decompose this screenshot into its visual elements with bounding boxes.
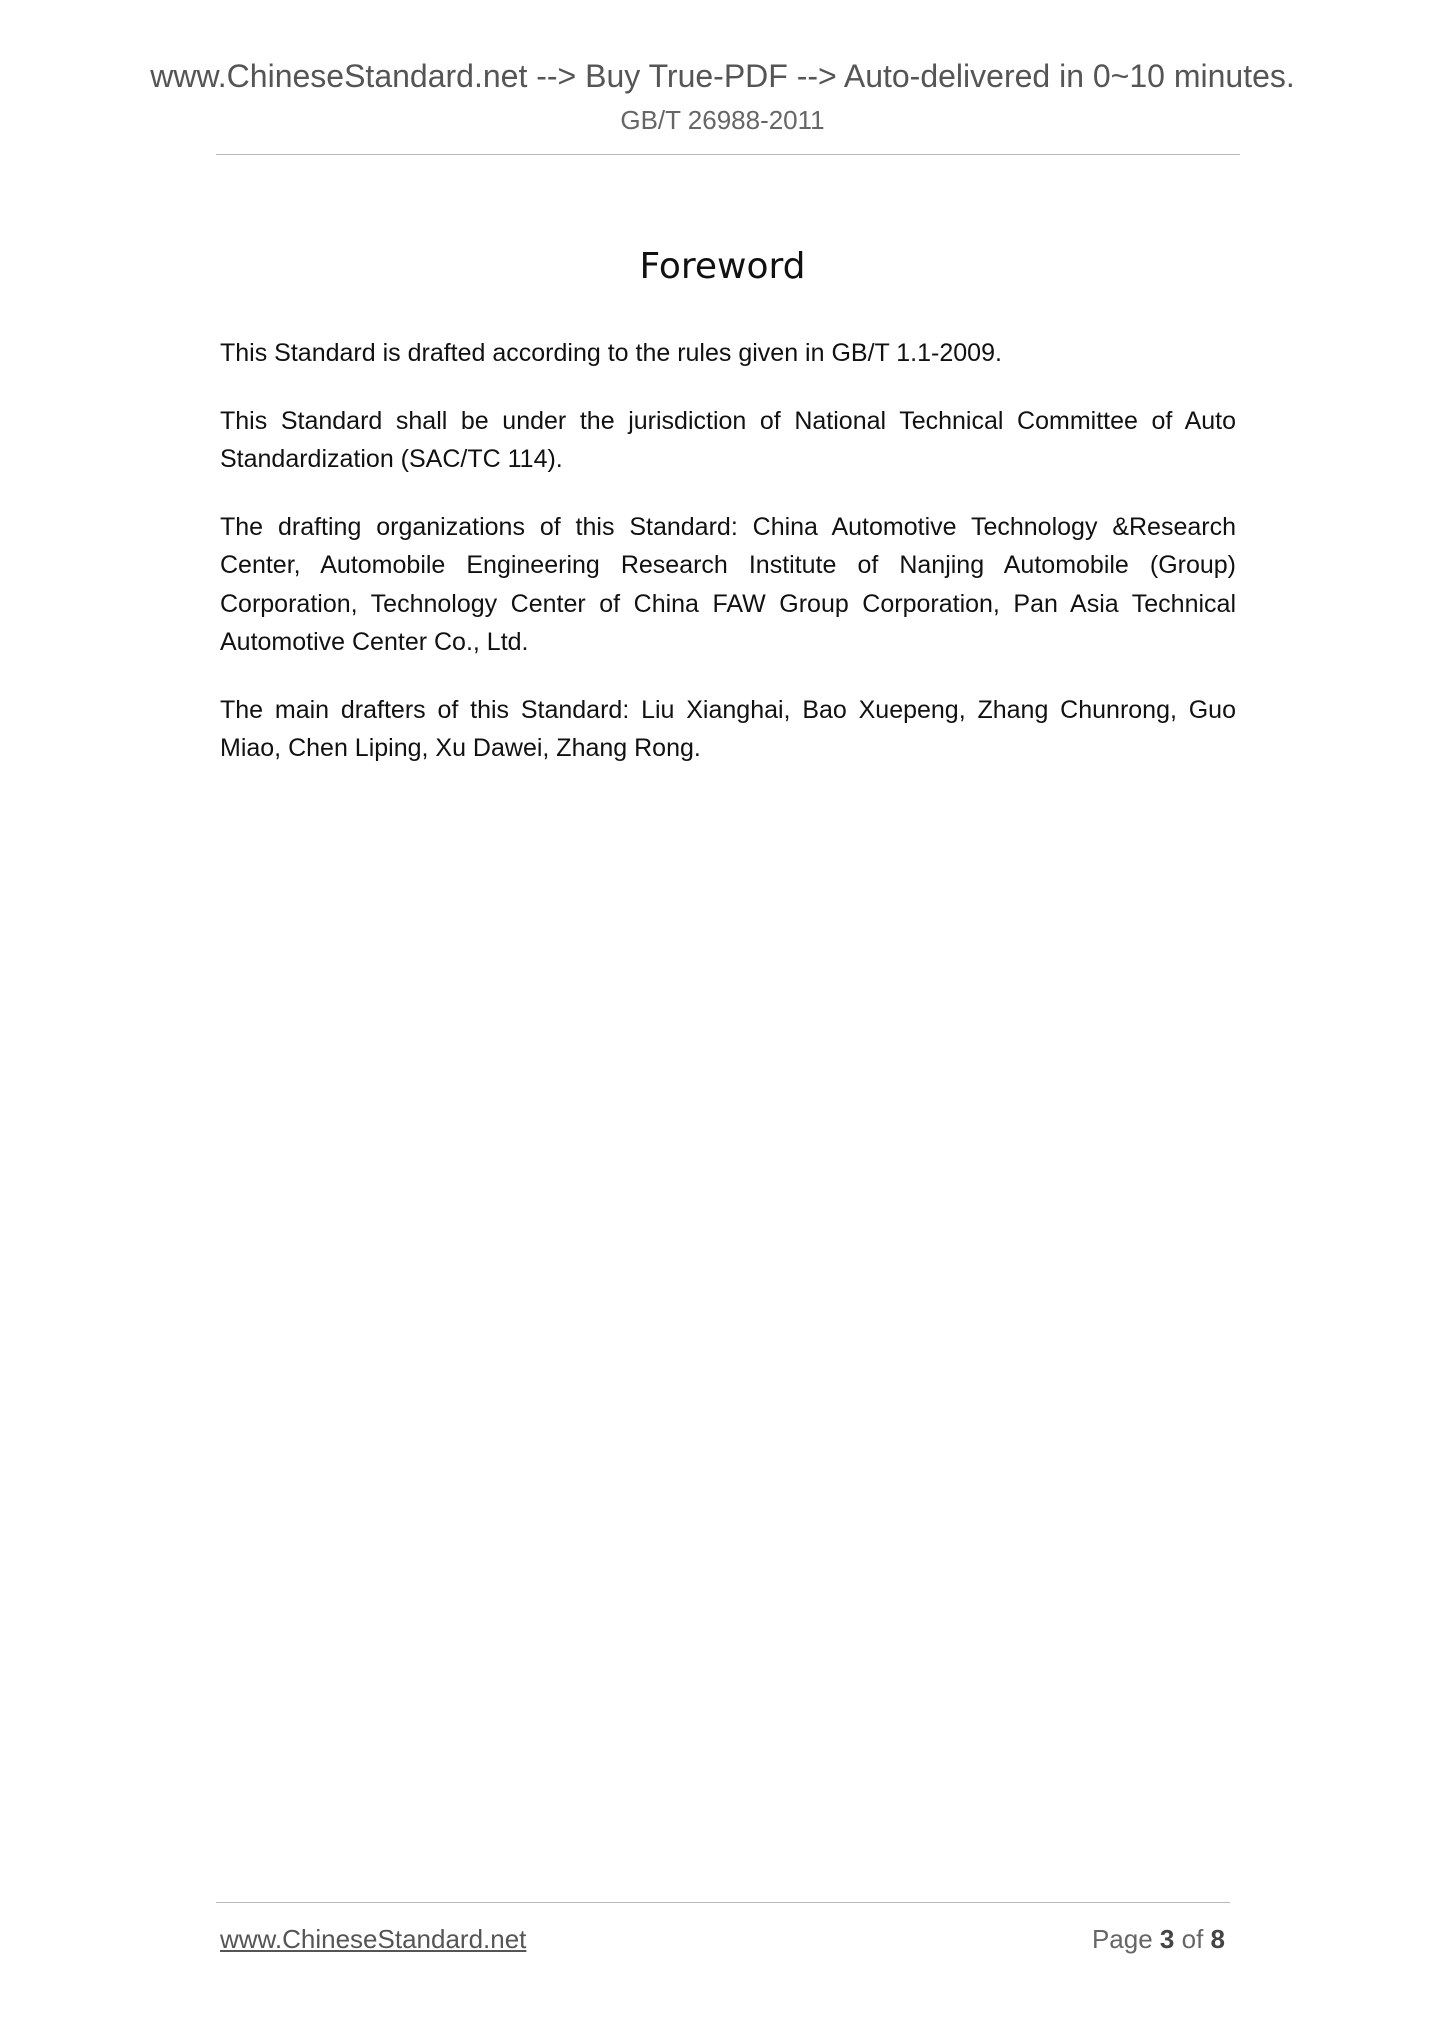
standard-code: GB/T 26988-2011	[620, 105, 825, 135]
paragraph-drafting-organizations: The drafting organizations of this Standard: China Automotive Technology &Research Center, Automobile Engineering Research Institute of Nanjing Automobile (Group) Corporation, Technology Center of China FAW Group Corporation, Pan Asia Technical Automotive Center Co., Ltd.	[220, 512, 1236, 656]
footer-site-link[interactable]: www.ChineseStandard.net	[220, 1924, 527, 1954]
header-banner: www.ChineseStandard.net --> Buy True-PDF --> Auto-delivered in 0~10 minutes.	[150, 58, 1295, 94]
paragraph-main-drafters: The main drafters of this Standard: Liu Xianghai, Bao Xuepeng, Zhang Chunrong, Guo Miao, Chen Liping, Xu Dawei, Zhang Rong.	[220, 695, 1236, 762]
page-total: 8	[1210, 1924, 1225, 1954]
page-of: of	[1174, 1924, 1211, 1954]
paragraph-drafting-rules: This Standard is drafted according to the rules given in GB/T 1.1-2009.	[220, 339, 1002, 367]
header-divider	[216, 154, 1240, 155]
page-prefix: Page	[1091, 1924, 1160, 1954]
footer-divider	[216, 1902, 1230, 1903]
page-number	[1092, 1922, 1225, 1956]
page-title: Foreword	[639, 246, 806, 287]
foreword-body	[220, 334, 1236, 797]
page-current: 3	[1159, 1924, 1175, 1954]
paragraph-jurisdiction: This Standard shall be under the jurisdiction of National Technical Committee of Auto Standardization (SAC/TC 114).	[220, 406, 1236, 473]
